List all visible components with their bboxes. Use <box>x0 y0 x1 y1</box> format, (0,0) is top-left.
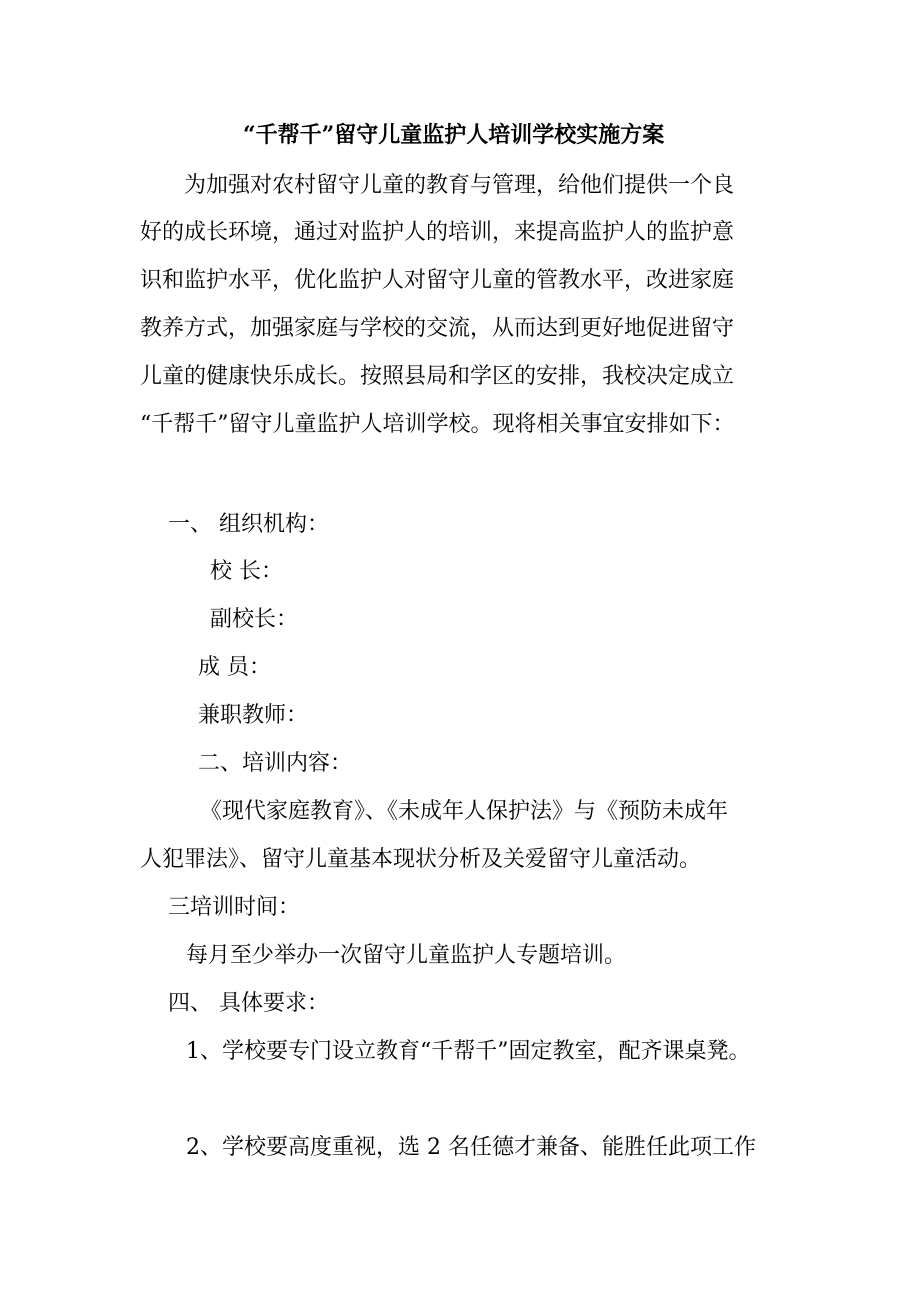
section-2-heading: 二、培训内容： <box>198 751 353 776</box>
section-4-heading: 四、 具体要求： <box>168 991 329 1016</box>
intro-line-2: 好的成长环境，通过对监护人的培训，来提高监护人的监护意 <box>140 220 735 245</box>
section-2-line-1: 《现代家庭教育》、《未成年人保护法》与《预防未成年 <box>200 799 729 824</box>
intro-line-4: 教养方式，加强家庭与学校的交流，从而达到更好地促进留守 <box>140 316 735 341</box>
requirement-item-1: 1、学校要专门设立教育“千帮千”固定教室，配齐课桌凳。 <box>186 1039 751 1064</box>
intro-line-1: 为加强对农村留守儿童的教育与管理，给他们提供一个良 <box>184 173 735 198</box>
section-3-heading: 三培训时间： <box>168 895 301 920</box>
members-label: 成 员： <box>198 655 271 680</box>
intro-line-6: “千帮千”留守儿童监护人培训学校。现将相关事宜安排如下： <box>140 412 735 437</box>
principal-label: 校 长： <box>210 559 283 584</box>
document-title: “千帮千”留守儿童监护人培训学校实施方案 <box>243 122 665 148</box>
vice-principal-label: 副校长： <box>210 607 299 632</box>
part-time-teachers-label: 兼职教师： <box>198 703 309 728</box>
intro-line-3: 识和监护水平，优化监护人对留守儿童的管教水平，改进家庭 <box>140 268 735 293</box>
requirement-item-2: 2、学校要高度重视，选 2 名任德才兼备、能胜任此项工作 <box>186 1135 756 1160</box>
section-1-heading: 一、 组织机构： <box>168 512 329 537</box>
section-2-line-2: 人犯罪法》、留守儿童基本现状分析及关爱留守儿童活动。 <box>140 847 702 872</box>
section-3-text: 每月至少举办一次留守儿童监护人专题培训。 <box>186 943 627 968</box>
intro-line-5: 儿童的健康快乐成长。按照县局和学区的安排，我校决定成立 <box>140 364 735 389</box>
